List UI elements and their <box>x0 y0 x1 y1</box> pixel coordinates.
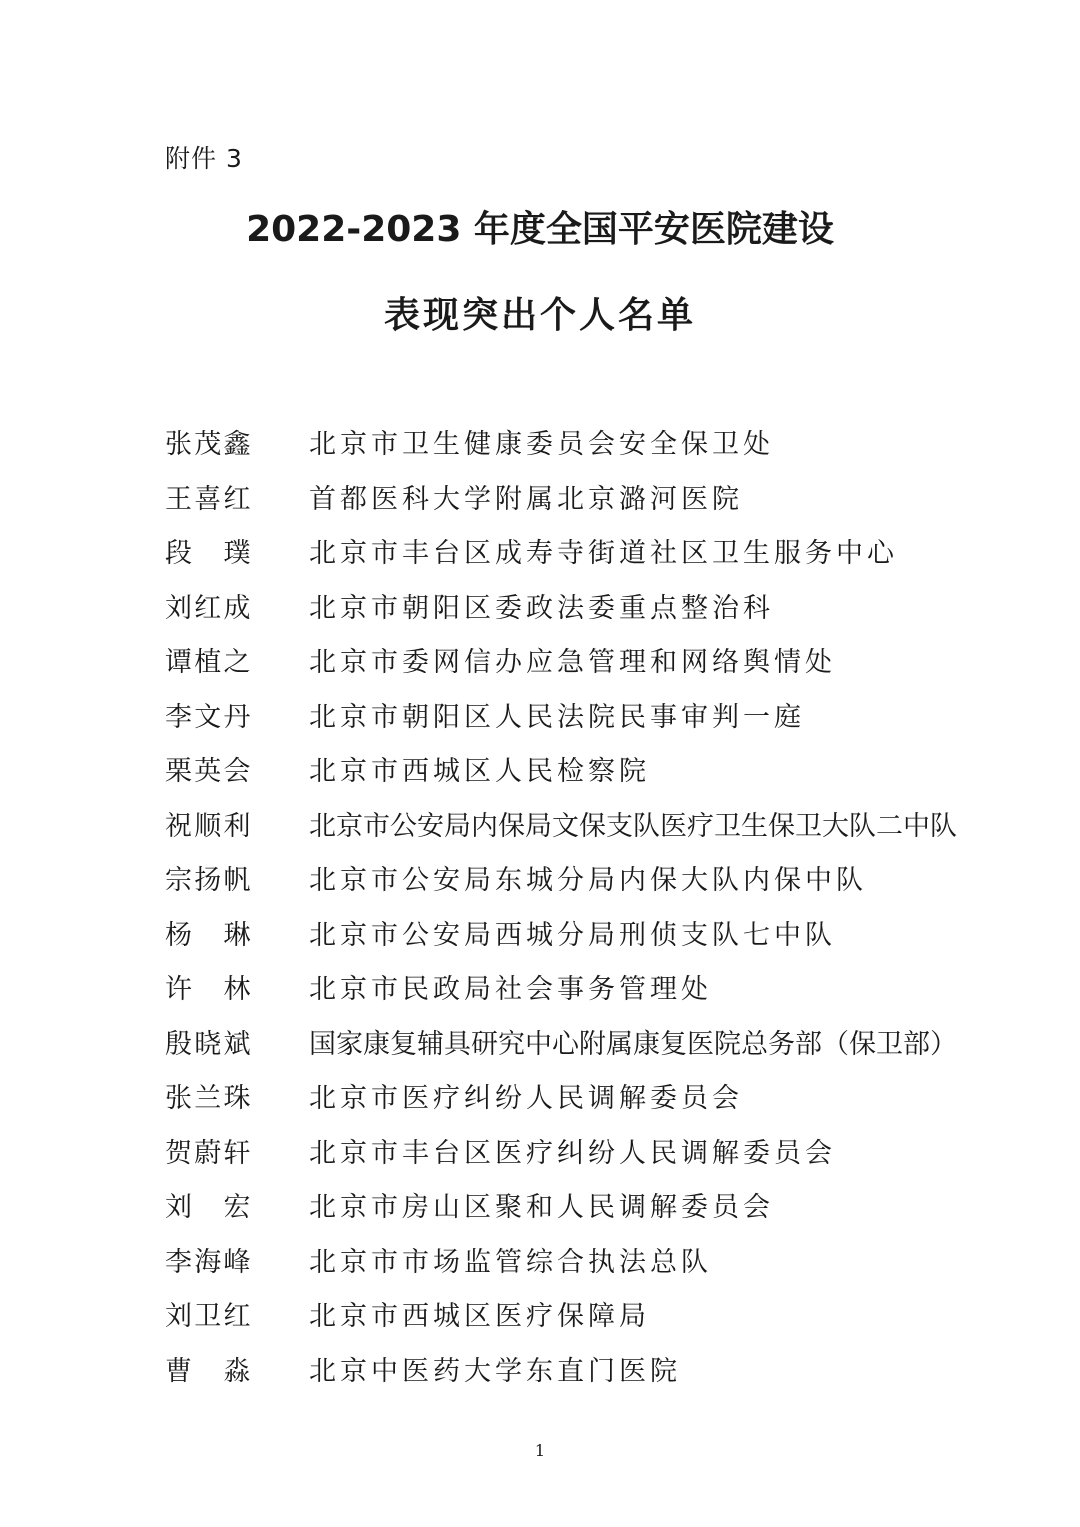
person-organization: 北京市西城区医疗保障局 <box>309 1301 650 1332</box>
list-item <box>165 963 985 1018</box>
person-name: 刘宏 <box>165 1192 251 1223</box>
list-item <box>165 1290 985 1345</box>
person-organization: 北京市公安局内保局文保支队医疗卫生保卫大队二中队 <box>309 810 957 842</box>
list-item <box>165 909 985 964</box>
person-name: 张兰珠 <box>165 1083 251 1114</box>
person-name: 刘卫红 <box>165 1301 251 1332</box>
list-item <box>165 473 985 528</box>
list-item <box>165 691 985 746</box>
list-item <box>165 636 985 691</box>
person-name: 王喜红 <box>165 483 251 515</box>
list-item <box>165 1181 985 1236</box>
person-organization: 北京市公安局西城分局刑侦支队七中队 <box>309 919 836 951</box>
person-organization: 北京市房山区聚和人民调解委员会 <box>309 1192 774 1223</box>
person-name: 许林 <box>165 974 251 1005</box>
person-organization: 北京市西城区人民检察院 <box>309 756 650 787</box>
person-organization: 北京市公安局东城分局内保大队内保中队 <box>309 865 867 896</box>
person-organization: 首都医科大学附属北京潞河医院 <box>309 483 743 515</box>
person-name: 宗扬帆 <box>165 865 251 896</box>
person-name: 曹淼 <box>165 1355 251 1387</box>
person-organization: 北京市朝阳区委政法委重点整治科 <box>309 592 774 624</box>
honoree-list <box>165 418 985 1399</box>
list-item <box>165 527 985 582</box>
person-organization: 北京市民政局社会事务管理处 <box>309 974 712 1005</box>
attachment-label: 附件 3 <box>165 144 243 173</box>
person-organization: 北京市朝阳区人民法院民事审判一庭 <box>309 701 805 733</box>
list-item <box>165 582 985 637</box>
person-organization: 国家康复辅具研究中心附属康复医院总务部（保卫部） <box>309 1028 957 1060</box>
person-name: 祝顺利 <box>165 810 251 842</box>
list-item <box>165 1236 985 1291</box>
person-name: 李文丹 <box>165 701 251 733</box>
list-item <box>165 1018 985 1073</box>
list-item <box>165 745 985 800</box>
document-subtitle: 表现突出个人名单 <box>383 295 696 336</box>
person-name: 杨琳 <box>165 919 251 951</box>
person-name: 殷晓斌 <box>165 1028 251 1060</box>
person-name: 刘红成 <box>165 592 251 624</box>
list-item <box>165 1345 985 1400</box>
page-number: 1 <box>534 1441 546 1460</box>
person-name: 贺蔚轩 <box>165 1137 251 1169</box>
person-organization: 北京市卫生健康委员会安全保卫处 <box>309 429 774 460</box>
list-item <box>165 854 985 909</box>
person-name: 张茂鑫 <box>165 429 251 460</box>
person-organization: 北京市委网信办应急管理和网络舆情处 <box>309 647 836 678</box>
person-name: 李海峰 <box>165 1246 251 1278</box>
list-item <box>165 418 985 473</box>
list-item <box>165 1127 985 1182</box>
person-organization: 北京市丰台区医疗纠纷人民调解委员会 <box>309 1137 836 1169</box>
document-title: 2022-2023 年度全国平安医院建设 <box>246 209 834 250</box>
list-item <box>165 1072 985 1127</box>
person-organization: 北京市医疗纠纷人民调解委员会 <box>309 1083 743 1114</box>
person-name: 谭植之 <box>165 647 251 678</box>
person-organization: 北京市市场监管综合执法总队 <box>309 1246 712 1278</box>
person-organization: 北京中医药大学东直门医院 <box>309 1355 681 1387</box>
person-organization: 北京市丰台区成寿寺街道社区卫生服务中心 <box>309 538 898 569</box>
list-item <box>165 800 985 855</box>
person-name: 段璞 <box>165 538 251 569</box>
person-name: 栗英会 <box>165 756 251 787</box>
